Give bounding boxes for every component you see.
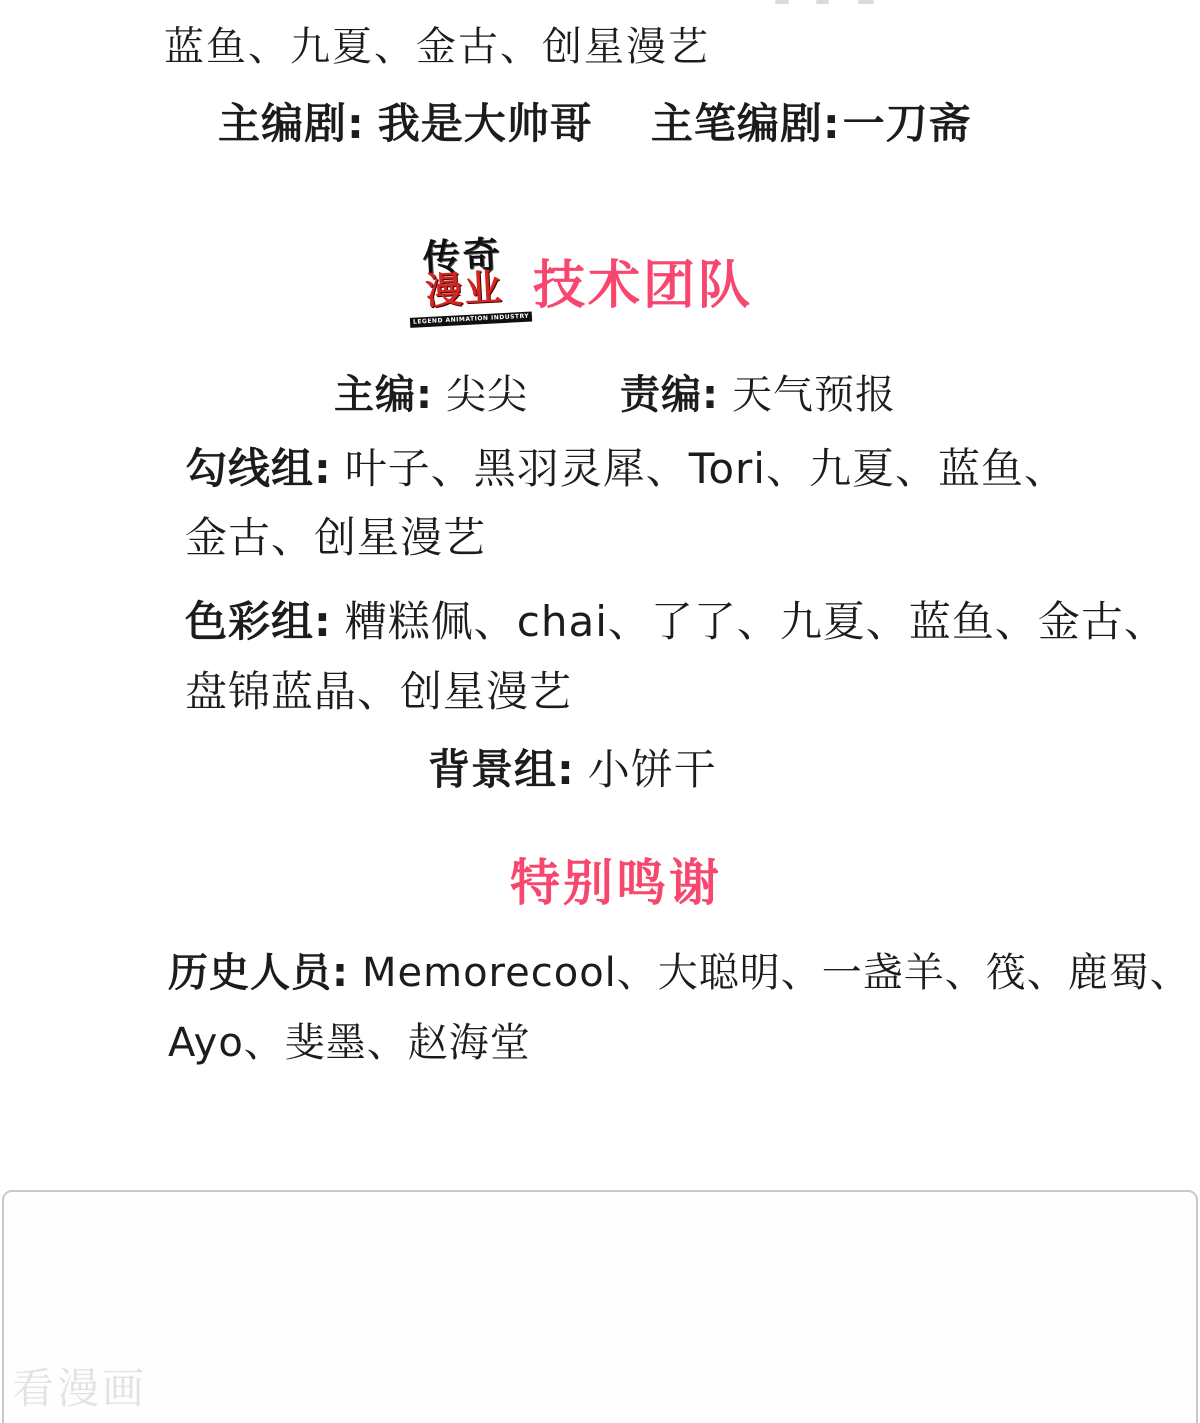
color-group-label: 色彩组: xyxy=(185,597,332,646)
chief-editor-credit xyxy=(334,372,528,418)
tech-team-heading: 技术团队 xyxy=(533,256,754,316)
color-group-row xyxy=(185,597,1167,647)
background-group-row xyxy=(428,745,717,795)
chief-writer-label: 主编剧: xyxy=(218,99,365,148)
history-members-names: Memorecool、大聪明、一盏羊、筏、鹿蜀、 xyxy=(362,950,1191,996)
logo-text-top: 传奇 xyxy=(421,232,504,281)
lineart-group-names-wrap: 金古、创星漫艺 xyxy=(185,513,487,562)
history-members-label: 历史人员: xyxy=(168,950,349,996)
responsible-editor-credit xyxy=(620,372,896,418)
chief-editor-label: 主编: xyxy=(334,372,433,418)
history-members-row xyxy=(168,950,1191,997)
app-watermark: 看漫画 xyxy=(12,1364,148,1413)
responsible-editor-name: 天气预报 xyxy=(732,372,896,418)
staff-names-overflow-line: 蓝鱼、九夏、金古、创星漫艺 xyxy=(164,24,710,70)
history-members-names-wrap: Ayo、斐墨、赵海堂 xyxy=(168,1020,531,1066)
lead-writer-name: 一刀斋 xyxy=(842,99,972,148)
chief-writer-name: 我是大帅哥 xyxy=(377,99,593,148)
chief-editor-name: 尖尖 xyxy=(446,372,528,418)
lead-writer-label: 主笔编剧: xyxy=(650,99,841,148)
editors-row xyxy=(334,372,896,419)
lineart-group-names: 叶子、黑羽灵犀、Tori、九夏、蓝鱼、 xyxy=(344,444,1067,493)
lineart-group-label: 勾线组: xyxy=(185,444,332,493)
writers-row xyxy=(218,99,972,149)
chief-writer-credit xyxy=(218,99,593,148)
background-group-label: 背景组: xyxy=(428,745,575,794)
logo-subtitle: LEGEND ANIMATION INDUSTRY xyxy=(410,311,533,327)
color-group-names-wrap: 盘锦蓝晶、创星漫艺 xyxy=(185,667,573,716)
lineart-group-row xyxy=(185,444,1067,494)
lead-writer-credit xyxy=(651,99,972,148)
background-group-name: 小饼干 xyxy=(587,745,717,794)
color-group-names: 糟糕佩、chai、了了、九夏、蓝鱼、金古、 xyxy=(344,597,1167,646)
legend-animation-industry-logo xyxy=(406,232,530,328)
next-panel-card xyxy=(2,1190,1198,1423)
logo-text-bottom: 漫业 xyxy=(424,265,505,314)
responsible-editor-label: 责编: xyxy=(620,372,719,418)
special-thanks-heading: 特别鸣谢 xyxy=(510,854,722,912)
